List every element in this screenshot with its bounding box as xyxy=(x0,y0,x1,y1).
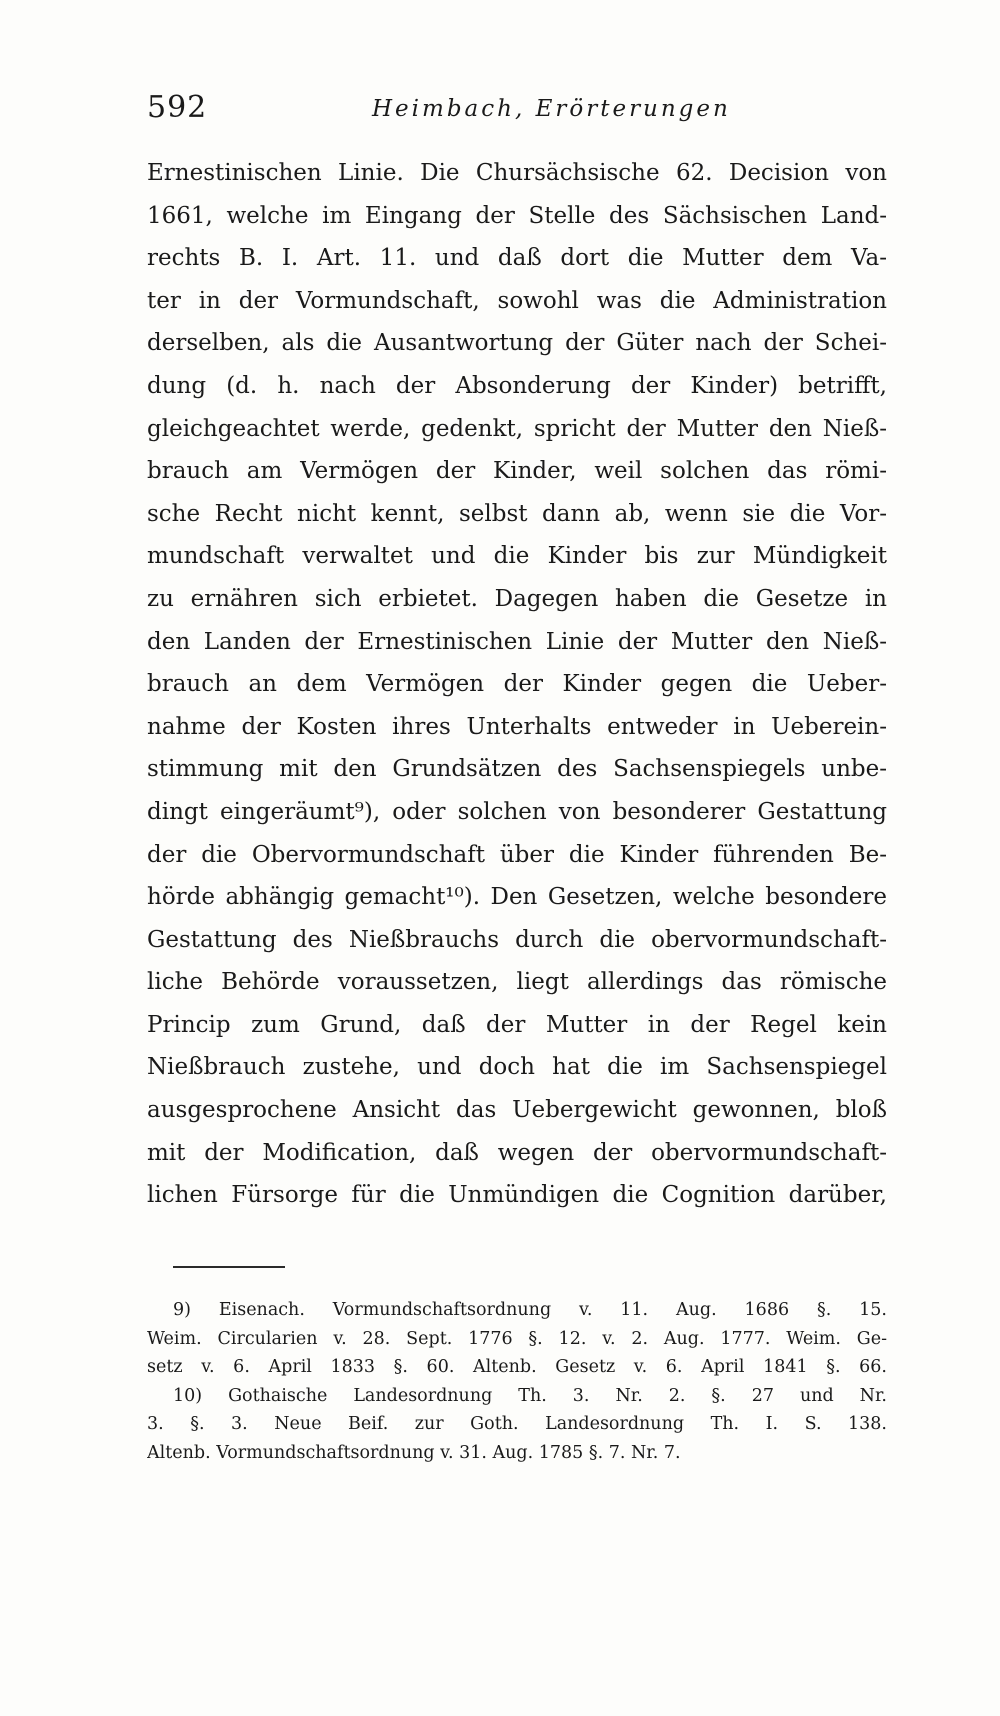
main-text xyxy=(147,152,887,1217)
text-line: mundschaft verwaltet und die Kinder bis zur Mündigkeit xyxy=(147,543,887,570)
footnote-line: setz v. 6. April 1833 §. 60. Altenb. Gesetz v. 6. April 1841 §. 66. xyxy=(147,1357,887,1377)
text-line: brauch am Vermögen der Kinder, weil solchen das römi- xyxy=(147,458,887,485)
text-line: der die Obervormundschaft über die Kinder führenden Be- xyxy=(147,841,887,868)
page-header xyxy=(147,88,887,128)
footnote-divider xyxy=(173,1266,285,1268)
footnote-line: 10) Gothaische Landesordnung Th. 3. Nr. 2. §. 27 und Nr. xyxy=(173,1385,887,1406)
text-line: 1661, welche im Eingang der Stelle des Sächsischen Land- xyxy=(147,202,887,229)
footnote-line: 3. §. 3. Neue Beif. zur Goth. Landesordnung Th. I. S. 138. xyxy=(147,1414,887,1434)
page-number: 592 xyxy=(147,90,208,125)
text-line: stimmung mit den Grundsätzen des Sachsenspiegels unbe- xyxy=(147,756,887,783)
text-line: ausgesprochene Ansicht das Uebergewicht gewonnen, bloß xyxy=(147,1097,887,1124)
footnotes xyxy=(147,1296,887,1467)
text-line: hörde abhängig gemacht¹⁰). Den Gesetzen, welche besondere xyxy=(147,884,887,911)
text-line: dingt eingeräumt⁹), oder solchen von besonderer Gestattung xyxy=(147,798,887,825)
footnote-line: Altenb. Vormundschaftsordnung v. 31. Aug. 1785 §. 7. Nr. 7. xyxy=(147,1442,681,1463)
text-line: mit der Modification, daß wegen der obervormundschaft- xyxy=(147,1139,887,1166)
text-line: gleichgeachtet werde, gedenkt, spricht der Mutter den Nieß- xyxy=(147,415,887,442)
text-line: Nießbrauch zustehe, und doch hat die im Sachsenspiegel xyxy=(147,1054,887,1081)
text-line: rechts B. I. Art. 11. und daß dort die Mutter dem Va- xyxy=(147,245,887,272)
text-line: Ernestinischen Linie. Die Chursächsische 62. Decision von xyxy=(147,160,887,186)
text-line: Gestattung des Nießbrauchs durch die obervormundschaft- xyxy=(147,926,887,953)
text-line: den Landen der Ernestinischen Linie der Mutter den Nieß- xyxy=(147,628,887,655)
text-line: Princip zum Grund, daß der Mutter in der Regel kein xyxy=(147,1011,887,1038)
text-line: ter in der Vormundschaft, sowohl was die Administration xyxy=(147,287,887,314)
text-line: lichen Fürsorge für die Unmündigen die Cognition darüber, xyxy=(147,1182,887,1209)
footnote-line: Weim. Circularien v. 28. Sept. 1776 §. 12. v. 2. Aug. 1777. Weim. Ge- xyxy=(147,1328,887,1349)
text-line: sche Recht nicht kennt, selbst dann ab, wenn sie die Vor- xyxy=(147,500,887,527)
text-line: dung (d. h. nach der Absonderung der Kinder) betrifft, xyxy=(147,372,887,399)
text-line: liche Behörde voraussetzen, liegt allerdings das römische xyxy=(147,969,887,996)
running-head: Heimbach, Erörterungen xyxy=(372,96,731,122)
footnote-line: 9) Eisenach. Vormundschaftsordnung v. 11. Aug. 1686 §. 15. xyxy=(173,1300,887,1320)
text-line: zu ernähren sich erbietet. Dagegen haben die Gesetze in xyxy=(147,585,887,612)
text-line: nahme der Kosten ihres Unterhalts entweder in Ueberein- xyxy=(147,713,887,740)
text-line: derselben, als die Ausantwortung der Güter nach der Schei- xyxy=(147,330,887,357)
text-line: brauch an dem Vermögen der Kinder gegen die Ueber- xyxy=(147,671,887,698)
